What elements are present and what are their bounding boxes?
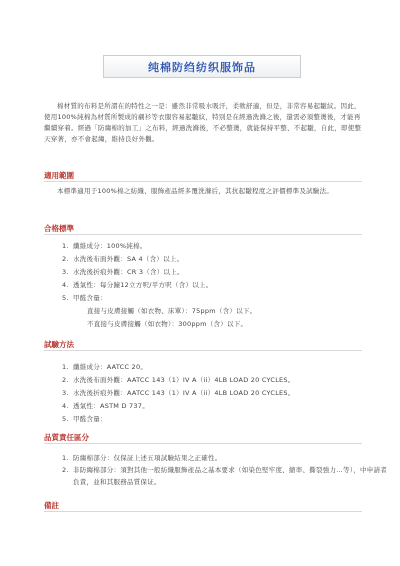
responsibility-list (44, 452, 389, 488)
criteria-list (44, 240, 389, 331)
test-methods-list (44, 361, 389, 426)
section-heading-remarks: 備註 (44, 501, 59, 510)
sub-item: 不直接与皮膚接觸（如衣物）：300ppm（含）以下。 (87, 320, 248, 328)
document-title-text: 纯棉防绉纺织服饰品 (148, 60, 256, 74)
section-heading-criteria: 合格標準 (44, 224, 74, 233)
document-title (103, 55, 301, 78)
list-item: 4. 透氣性：每分鐘12立方呎/平方呎（含）以上。 (71, 279, 389, 292)
sub-item: 直接与皮膚接觸（如衣物、床單）：75ppm（含）以下。 (87, 307, 257, 315)
section-divider (44, 511, 362, 512)
list-item-text: 甲醛含量： (73, 294, 107, 302)
list-item: 2. 非防縐棉部分：須對其他一般紡織服飾產品之基本要求（如染色堅牢度、縮率、撕裂強力…等），中申請者負責，並和其服務品質保证。 (71, 464, 389, 488)
section-heading-test-methods: 試驗方法 (44, 340, 74, 349)
list-item: 1. 防縐棉部分：仅保証上述五項試驗結果之正確性。 (71, 452, 389, 464)
section-divider (44, 443, 362, 444)
scope-paragraph: 本標準適用于100%棉之紡織、服飾產品經多覆洗滌后，其抗起皺程度之評價標準及試驗法。 (57, 187, 334, 195)
list-item (71, 292, 389, 331)
list-item: 5. 甲醛含量： (71, 413, 389, 426)
section-divider (44, 181, 362, 182)
section-divider (44, 350, 362, 351)
list-item: 4. 透氣性：ASTM D 737。 (71, 400, 389, 413)
list-item: 3. 水洗後折痕外觀：AATCC 143（1）IV A（ii）4LB LOAD 20 CYCLES。 (71, 387, 389, 400)
list-item: 2. 水洗後布面外觀：SA 4（含）以上。 (71, 253, 389, 266)
list-item: 1. 纖維成分：100%純棉。 (71, 240, 389, 253)
intro-paragraph: 棉材質的布料是所謂在的特性之一是：雖然非常吸水吸汗，柔軟舒適，但是，非常容易起皺紋。因此，使用100%純棉為材質所製成的襯衫等衣服容易起皺紋，特別是在經過洗滌之後，還需必須整燙後，才能再繼續穿着。經過「防縐棉的加工」之布料，經過洗滌後，不必整燙，就能保持平整、不起皺，自此，即使整天穿著，亦不會起縐，維持良好外觀。 (44, 102, 362, 143)
section-divider (44, 234, 362, 235)
list-item: 3. 水洗後折痕外觀：CR 3（含）以上。 (71, 266, 389, 279)
list-item: 1. 纖維成分：AATCC 20。 (71, 361, 389, 374)
list-item: 2. 水洗後布面外觀：AATCC 143（1）IV A（ii）4LB LOAD 20 CYCLES。 (71, 374, 389, 387)
section-heading-responsibility: 品質責任區分 (44, 433, 89, 442)
section-heading-scope: 適用範圍 (44, 171, 74, 180)
